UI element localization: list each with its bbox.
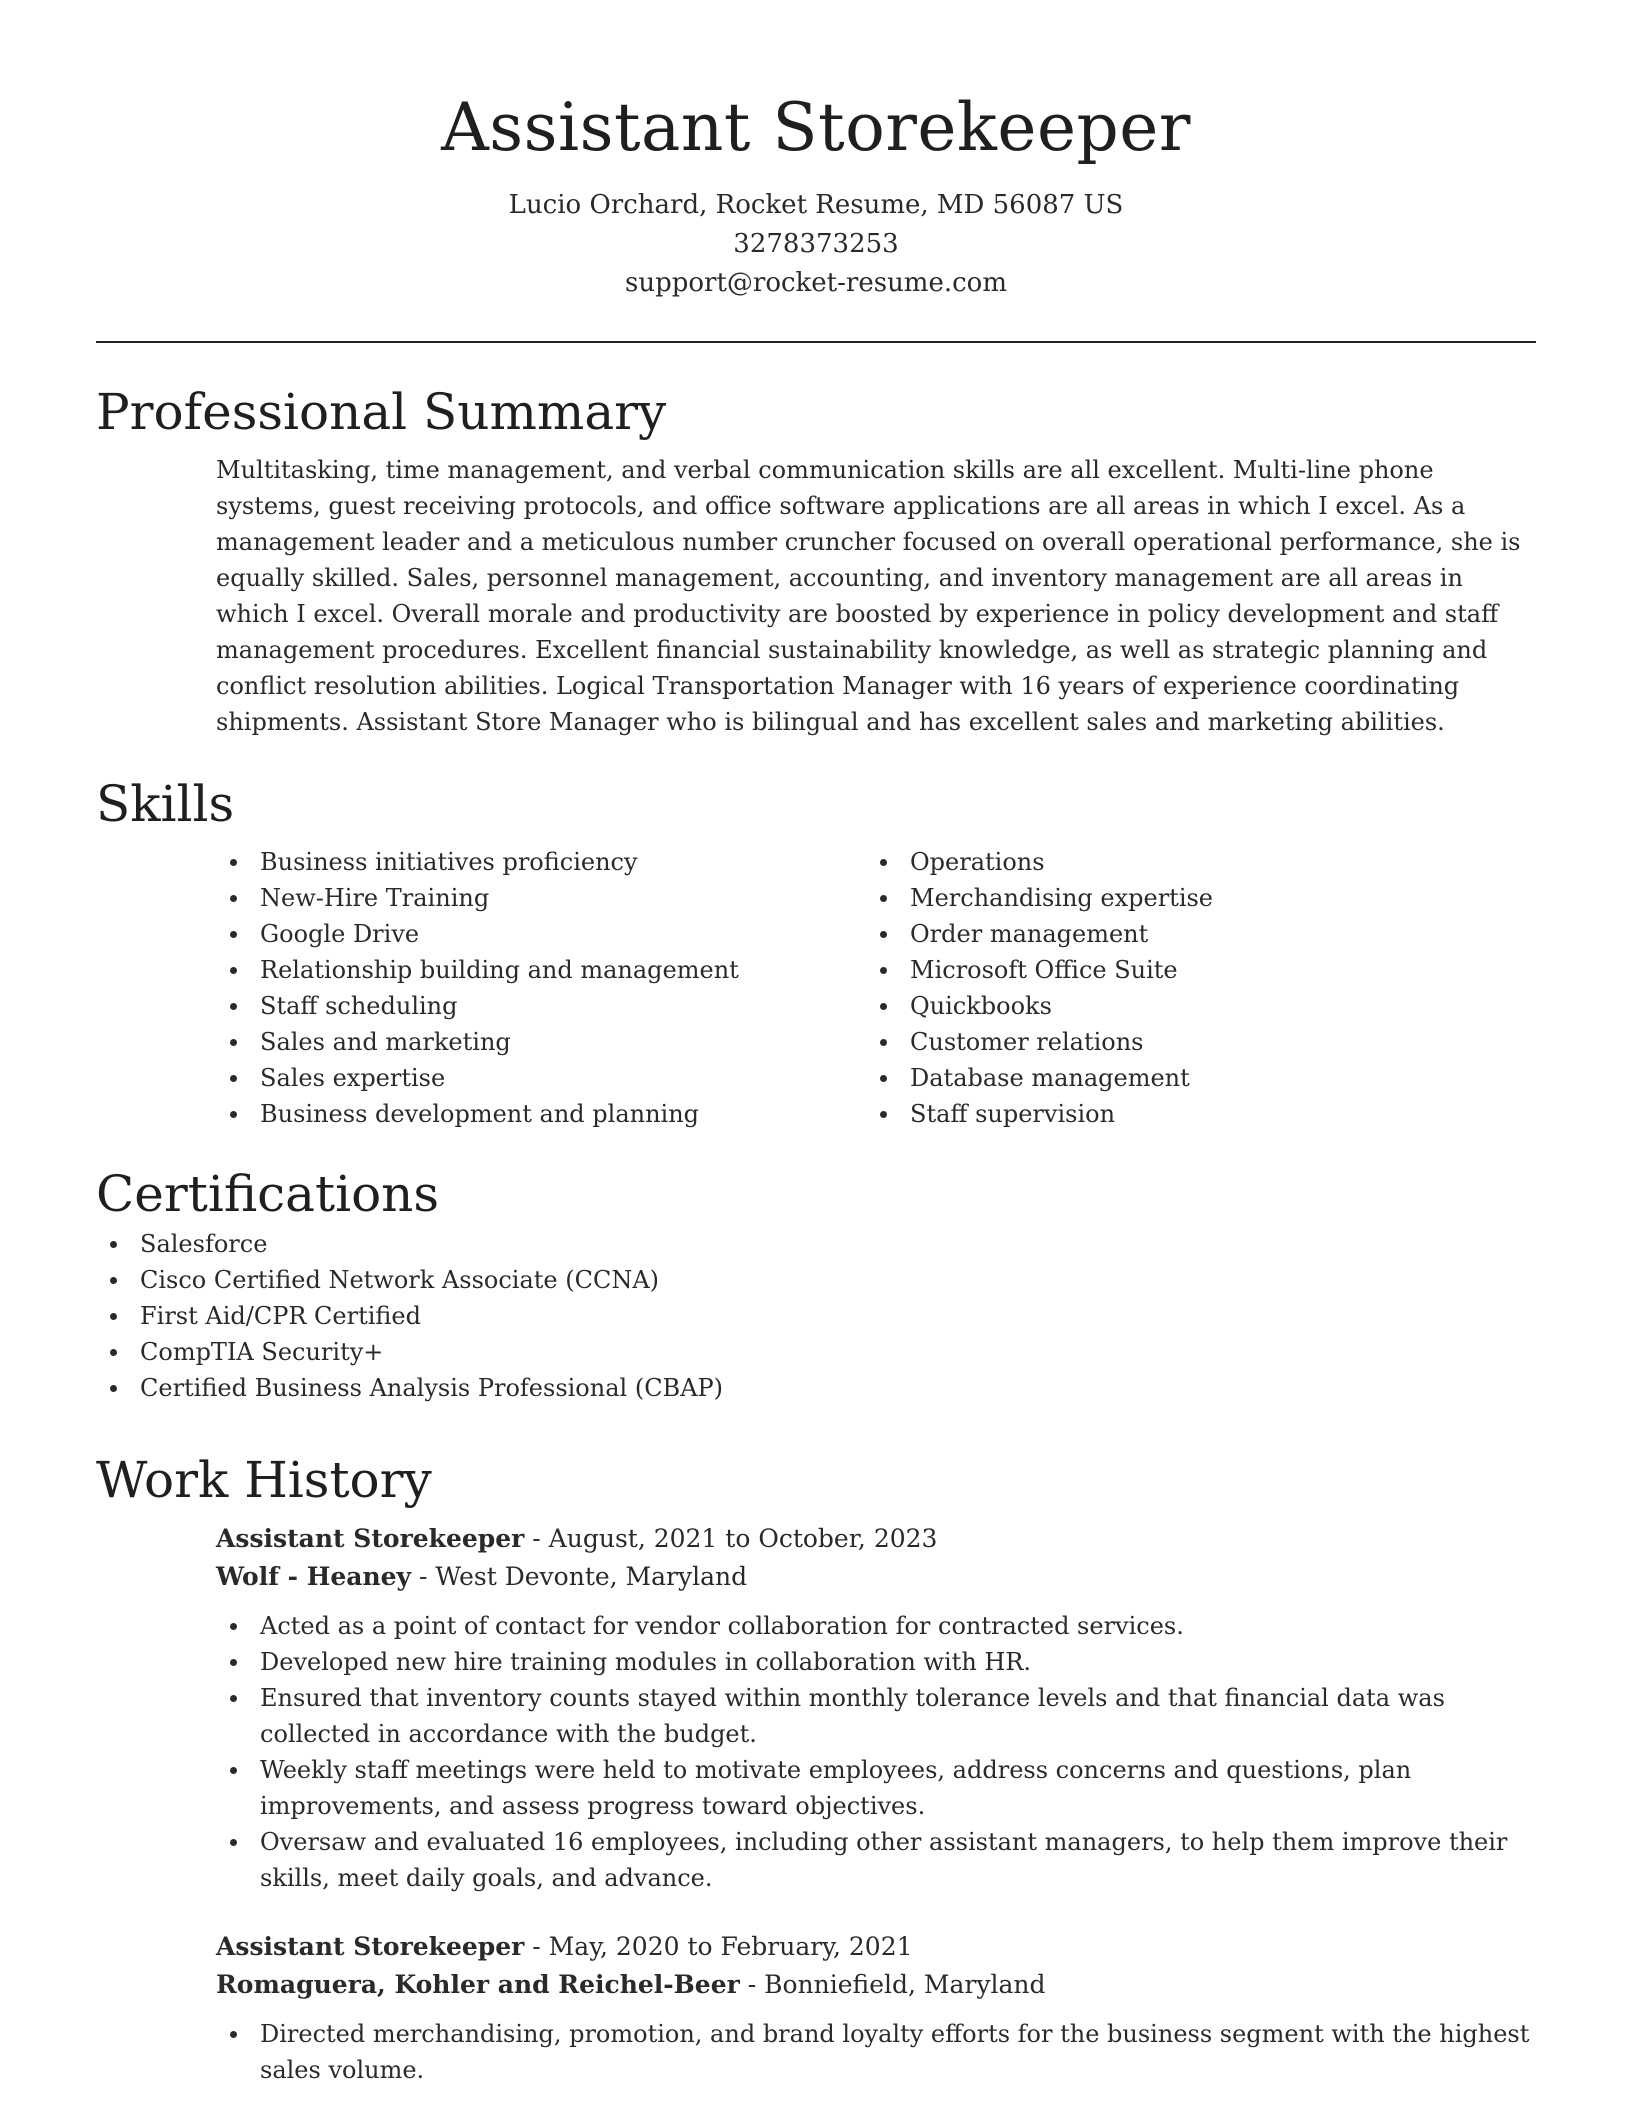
job-title: Assistant Storekeeper xyxy=(216,1932,525,1961)
certification-item: CompTIA Security+ xyxy=(96,1334,1536,1370)
job-duty-item: Developed new hire training modules in collaboration with HR. xyxy=(216,1644,1536,1680)
skill-item: Merchandising expertise xyxy=(866,880,1516,916)
job-dates: - May, 2020 to February, 2021 xyxy=(524,1932,913,1961)
skill-item: Customer relations xyxy=(866,1024,1516,1060)
skill-item: Database management xyxy=(866,1060,1516,1096)
job-company-line xyxy=(216,1558,1536,1596)
job-title-line xyxy=(216,1928,1536,1966)
skill-item: New-Hire Training xyxy=(216,880,866,916)
contact-phone: 3278373253 xyxy=(733,229,899,259)
contact-email: support@rocket-resume.com xyxy=(624,268,1007,298)
skill-item: Relationship building and management xyxy=(216,952,866,988)
certifications-heading: Certifications xyxy=(96,1165,440,1223)
skill-item: Sales and marketing xyxy=(216,1024,866,1060)
job-duty-item: Directed merchandising, promotion, and brand loyalty efforts for the business segment with the highest sales volume. xyxy=(216,2016,1536,2088)
job-duties-list xyxy=(96,1608,1632,1896)
summary-section xyxy=(96,380,1536,740)
skills-columns xyxy=(216,844,1536,1132)
summary-text: Multitasking, time management, and verbal communication skills are all excellent. Multi-line phone systems, guest receiving protocols, and office software applications are all areas in which I excel. As a management leader and a meticulous number cruncher focused on overall operational performance, she is equally skilled. Sales, personnel management, accounting, and inventory management are all areas in which I excel. Overall morale and productivity are boosted by experience in policy development and staff management procedures. Excellent financial sustainability knowledge, as well as strategic planning and conflict resolution abilities. Logical Transportation Manager with 16 years of experience coordinating shipments. Assistant Store Manager who is bilingual and has excellent sales and marketing abilities. xyxy=(216,456,1521,736)
resume-title: Assistant Storekeeper xyxy=(441,89,1191,166)
job-duties-list xyxy=(96,2016,1632,2088)
skill-item: Staff scheduling xyxy=(216,988,866,1024)
skills-heading: Skills xyxy=(96,775,235,833)
header-divider xyxy=(96,341,1536,343)
certification-item: Salesforce xyxy=(96,1226,1536,1262)
skills-list-right xyxy=(866,844,1516,1132)
resume-header xyxy=(96,80,1536,303)
skill-item: Business initiatives proficiency xyxy=(216,844,866,880)
skill-item: Google Drive xyxy=(216,916,866,952)
job-entry xyxy=(216,1928,1536,2088)
skills-column-left xyxy=(216,844,866,1132)
summary-heading: Professional Summary xyxy=(96,383,667,441)
certifications-section xyxy=(96,1162,1536,1406)
skill-item: Quickbooks xyxy=(866,988,1516,1024)
job-duty-item: Oversaw and evaluated 16 employees, including other assistant managers, to help them improve their skills, meet daily goals, and advance. xyxy=(216,1824,1536,1896)
skills-list-left xyxy=(216,844,866,1132)
job-company-line xyxy=(216,1966,1536,2004)
job-company: Romaguera, Kohler and Reichel-Beer xyxy=(216,1970,740,1999)
job-entry xyxy=(216,1520,1536,1896)
work-history-section xyxy=(96,1448,1536,2088)
skill-item: Operations xyxy=(866,844,1516,880)
certifications-list xyxy=(96,1226,1536,1406)
certification-item: Certified Business Analysis Professional (CBAP) xyxy=(96,1370,1536,1406)
work-history-heading: Work History xyxy=(96,1451,432,1509)
job-location: - West Devonte, Maryland xyxy=(411,1562,748,1591)
skills-column-right xyxy=(866,844,1516,1132)
job-location: - Bonniefield, Maryland xyxy=(739,1970,1046,1999)
job-title-line xyxy=(216,1520,1536,1558)
skill-item: Sales expertise xyxy=(216,1060,866,1096)
job-duty-item: Acted as a point of contact for vendor collaboration for contracted services. xyxy=(216,1608,1536,1644)
contact-address: Lucio Orchard, Rocket Resume, MD 56087 US xyxy=(508,190,1124,220)
skill-item: Order management xyxy=(866,916,1516,952)
skill-item: Business development and planning xyxy=(216,1096,866,1132)
job-company: Wolf - Heaney xyxy=(216,1562,412,1591)
job-title: Assistant Storekeeper xyxy=(216,1524,525,1553)
skill-item: Staff supervision xyxy=(866,1096,1516,1132)
skills-section xyxy=(96,772,1536,1132)
job-dates: - August, 2021 to October, 2023 xyxy=(524,1524,938,1553)
job-duty-item: Weekly staff meetings were held to motivate employees, address concerns and questions, plan improvements, and assess progress toward objectives. xyxy=(216,1752,1536,1824)
job-duty-item: Ensured that inventory counts stayed within monthly tolerance levels and that financial data was collected in accordance with the budget. xyxy=(216,1680,1536,1752)
skill-item: Microsoft Office Suite xyxy=(866,952,1516,988)
certification-item: Cisco Certified Network Associate (CCNA) xyxy=(96,1262,1536,1298)
certification-item: First Aid/CPR Certified xyxy=(96,1298,1536,1334)
